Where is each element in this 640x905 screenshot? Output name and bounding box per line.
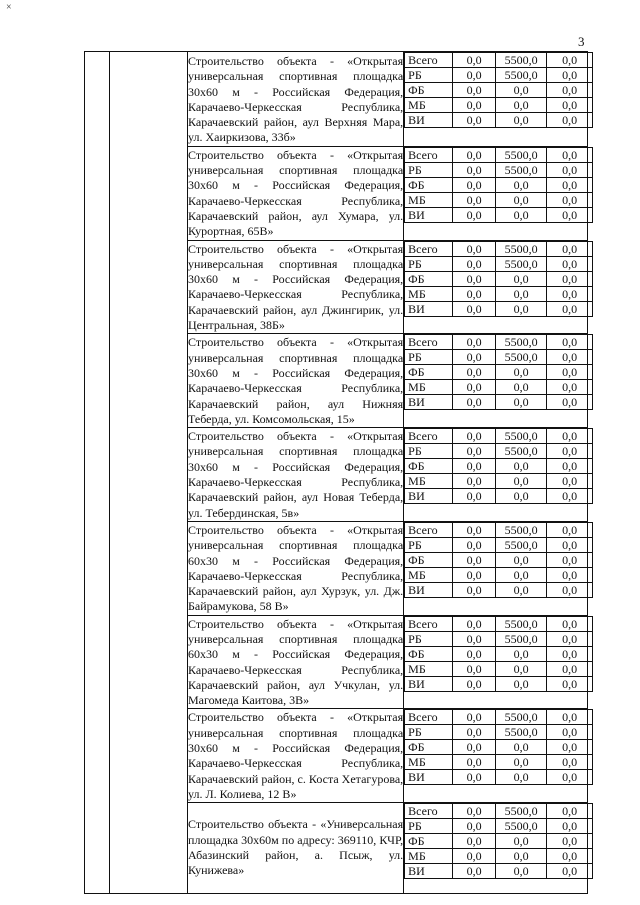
funding-value: 0,0 (547, 350, 593, 365)
funding-row (405, 616, 593, 631)
funding-source: ВИ (405, 113, 453, 128)
funding-source: Всего (405, 616, 453, 631)
funding-value: 0,0 (453, 537, 496, 552)
funding-value: 0,0 (453, 53, 496, 68)
funding-value: 0,0 (547, 804, 593, 819)
funding-row (405, 53, 593, 68)
funding-value: 0,0 (547, 147, 593, 162)
funding-value: 5500,0 (496, 710, 547, 725)
funding-value: 0,0 (496, 207, 547, 222)
funding-value: 0,0 (496, 770, 547, 785)
funding-value: 0,0 (453, 350, 496, 365)
funding-value: 0,0 (453, 207, 496, 222)
funding-value: 0,0 (547, 676, 593, 691)
funding-row (405, 147, 593, 162)
funding-value: 0,0 (453, 552, 496, 567)
funding-source: РБ (405, 725, 453, 740)
funding-value: 0,0 (496, 646, 547, 661)
funding-value: 0,0 (453, 429, 496, 444)
funding-row (405, 256, 593, 271)
funding-value: 5500,0 (496, 537, 547, 552)
funding-value: 0,0 (453, 241, 496, 256)
funding-row (405, 804, 593, 819)
program-table-body (85, 52, 588, 894)
funding-value: 0,0 (547, 567, 593, 582)
funding-value: 0,0 (547, 113, 593, 128)
funding-source: ФБ (405, 459, 453, 474)
funding-value: 0,0 (453, 444, 496, 459)
funding-value: 0,0 (547, 162, 593, 177)
funding-value: 0,0 (453, 68, 496, 83)
funding-source: МБ (405, 849, 453, 864)
funding-source: МБ (405, 286, 453, 301)
funding-value: 0,0 (496, 474, 547, 489)
funding-source: ФБ (405, 83, 453, 98)
funding-value: 0,0 (453, 395, 496, 410)
funding-source: Всего (405, 53, 453, 68)
funding-value: 0,0 (547, 834, 593, 849)
funding-value: 0,0 (496, 582, 547, 597)
funding-value: 0,0 (547, 286, 593, 301)
funding-value: 0,0 (453, 770, 496, 785)
funding-row (405, 646, 593, 661)
funding-source: Всего (405, 147, 453, 162)
project-description: Строительство объекта - «Открытая универсальная спортивная площадка 30х60 м - Российская Федерация, Карачаево-Черкесская Республика, Карачаевский район, аул Нижняя Теберда, ул. Комсомольская, 15» (188, 335, 404, 426)
funding-row (405, 582, 593, 597)
funding-value: 0,0 (496, 395, 547, 410)
funding-value: 0,0 (547, 770, 593, 785)
funding-cell (404, 709, 588, 803)
funding-source: МБ (405, 567, 453, 582)
funding-source: ВИ (405, 676, 453, 691)
funding-value: 0,0 (547, 429, 593, 444)
funding-row (405, 459, 593, 474)
funding-value: 0,0 (547, 646, 593, 661)
funding-value: 5500,0 (496, 68, 547, 83)
funding-value: 5500,0 (496, 819, 547, 834)
funding-row (405, 725, 593, 740)
funding-cell (404, 146, 588, 240)
funding-value: 0,0 (453, 646, 496, 661)
funding-value: 0,0 (496, 740, 547, 755)
funding-row (405, 301, 593, 316)
funding-row (405, 429, 593, 444)
funding-source: РБ (405, 162, 453, 177)
funding-cell (404, 615, 588, 709)
funding-value: 0,0 (496, 459, 547, 474)
funding-value: 0,0 (453, 567, 496, 582)
funding-source: ВИ (405, 489, 453, 504)
funding-source: ФБ (405, 271, 453, 286)
funding-value: 5500,0 (496, 162, 547, 177)
funding-source: ФБ (405, 740, 453, 755)
funding-source: ФБ (405, 834, 453, 849)
funding-value: 0,0 (547, 256, 593, 271)
funding-source: Всего (405, 241, 453, 256)
funding-row (405, 552, 593, 567)
funding-value: 0,0 (547, 444, 593, 459)
funding-value: 0,0 (453, 489, 496, 504)
funding-row (405, 162, 593, 177)
funding-source: МБ (405, 98, 453, 113)
project-description: Строительство объекта - «Открытая универсальная спортивная площадка 30х60 м - Российская Федерация, Карачаево-Черкесская Республика, Карачаевский район, аул Новая Теберда, ул. Тебердинская, 5в» (188, 429, 404, 520)
funding-value: 0,0 (453, 380, 496, 395)
funding-value: 0,0 (547, 365, 593, 380)
funding-value: 0,0 (547, 53, 593, 68)
project-description: Строительство объекта - «Открытая универсальная спортивная площадка 30х60 м - Российская Федерация, Карачаево-Черкесская Республика, Карачаевский район, аул Джингирик, ул. Центральная, 38Б» (188, 241, 404, 333)
funding-value: 0,0 (547, 849, 593, 864)
funding-row (405, 849, 593, 864)
funding-value: 0,0 (496, 864, 547, 879)
funding-cell (404, 334, 588, 428)
funding-cell (404, 803, 588, 894)
funding-value: 0,0 (453, 522, 496, 537)
funding-value: 0,0 (547, 631, 593, 646)
funding-row (405, 83, 593, 98)
funding-value: 0,0 (453, 631, 496, 646)
funding-cell (404, 240, 588, 334)
project-description: Строительство объекта - «Открытая универсальная спортивная площадка 30х60 м - Российская Федерация, Карачаево-Черкесская Республика, Карачаевский район, аул Хумара, ул. Курортная, 65В» (188, 147, 404, 239)
funding-row (405, 522, 593, 537)
funding-value: 0,0 (547, 271, 593, 286)
funding-value: 0,0 (453, 271, 496, 286)
funding-row (405, 676, 593, 691)
funding-value: 0,0 (496, 192, 547, 207)
corner-mark: × (6, 2, 12, 13)
funding-row (405, 864, 593, 879)
funding-value: 0,0 (453, 676, 496, 691)
funding-value: 0,0 (453, 474, 496, 489)
project-description: Строительство объекта - «Открытая универсальная спортивная площадка 60х30 м - Российская Федерация, Карачаево-Черкесская Республика, Карачаевский район, аул Хурзук, ул. Дж. Байрамукова, 58 В» (188, 522, 404, 614)
funding-value: 0,0 (496, 489, 547, 504)
funding-value: 0,0 (547, 474, 593, 489)
funding-value: 0,0 (453, 740, 496, 755)
funding-value: 5500,0 (496, 147, 547, 162)
project-description: Строительство объекта - «Открытая универсальная спортивная площадка 30х60 м - Российская Федерация, Карачаево-Черкесская Республика, Карачаевский район, с. Коста Хетагурова, ул. Л. Колиева, 12 В» (188, 710, 404, 801)
funding-source: Всего (405, 522, 453, 537)
funding-row (405, 537, 593, 552)
funding-row (405, 834, 593, 849)
project-description: Строительство объекта - «Открытая универсальная спортивная площадка 60х30 м - Российская Федерация, Карачаево-Черкесская Республика, Карачаевский район, аул Учкулан, ул. Магомеда Каитова, 3В» (188, 616, 404, 708)
funding-row (405, 395, 593, 410)
funding-source: ФБ (405, 646, 453, 661)
funding-source: РБ (405, 68, 453, 83)
funding-source: ВИ (405, 301, 453, 316)
funding-source: МБ (405, 661, 453, 676)
program-name-column-cell (110, 52, 188, 894)
funding-source: РБ (405, 631, 453, 646)
funding-row (405, 192, 593, 207)
funding-source: ФБ (405, 365, 453, 380)
funding-value: 0,0 (547, 522, 593, 537)
funding-source: ВИ (405, 864, 453, 879)
funding-value: 0,0 (496, 849, 547, 864)
funding-row (405, 98, 593, 113)
funding-value: 0,0 (547, 582, 593, 597)
funding-source: Всего (405, 335, 453, 350)
funding-source: РБ (405, 350, 453, 365)
funding-row (405, 474, 593, 489)
funding-cell (404, 52, 588, 147)
funding-row (405, 755, 593, 770)
funding-value: 5500,0 (496, 616, 547, 631)
funding-value: 0,0 (453, 864, 496, 879)
funding-value: 5500,0 (496, 725, 547, 740)
funding-value: 0,0 (547, 241, 593, 256)
funding-source: Всего (405, 429, 453, 444)
funding-source: ФБ (405, 552, 453, 567)
funding-value: 0,0 (453, 804, 496, 819)
funding-value: 0,0 (547, 98, 593, 113)
funding-value: 5500,0 (496, 631, 547, 646)
program-table (84, 51, 588, 894)
funding-value: 0,0 (547, 710, 593, 725)
funding-value: 0,0 (547, 207, 593, 222)
funding-value: 0,0 (496, 567, 547, 582)
funding-value: 0,0 (496, 365, 547, 380)
funding-value: 0,0 (547, 380, 593, 395)
funding-row (405, 710, 593, 725)
project-description: Строительство объекта - «Открытая универсальная спортивная площадка 30х60 м - Российская Федерация, Карачаево-Черкесская Республика, Карачаевский район, аул Верхняя Мара, ул. Хаиркизова, 33б» (188, 52, 404, 147)
funding-row (405, 631, 593, 646)
funding-source: Всего (405, 804, 453, 819)
number-column-cell (85, 52, 110, 894)
funding-value: 0,0 (547, 740, 593, 755)
funding-source: ВИ (405, 207, 453, 222)
funding-value: 0,0 (453, 365, 496, 380)
funding-value: 0,0 (547, 68, 593, 83)
funding-value: 0,0 (453, 725, 496, 740)
funding-value: 0,0 (496, 271, 547, 286)
funding-row (405, 286, 593, 301)
funding-table (404, 52, 593, 128)
funding-source: ВИ (405, 582, 453, 597)
funding-value: 0,0 (453, 256, 496, 271)
funding-value: 5500,0 (496, 522, 547, 537)
funding-value: 0,0 (453, 459, 496, 474)
funding-value: 0,0 (453, 819, 496, 834)
funding-value: 0,0 (496, 301, 547, 316)
funding-value: 0,0 (453, 147, 496, 162)
funding-value: 0,0 (547, 489, 593, 504)
funding-value: 5500,0 (496, 444, 547, 459)
funding-value: 0,0 (547, 552, 593, 567)
funding-value: 0,0 (547, 725, 593, 740)
funding-table (404, 803, 593, 879)
funding-table (404, 522, 593, 598)
funding-value: 0,0 (547, 755, 593, 770)
funding-row (405, 365, 593, 380)
funding-value: 0,0 (547, 459, 593, 474)
funding-source: Всего (405, 710, 453, 725)
funding-source: РБ (405, 256, 453, 271)
funding-value: 5500,0 (496, 335, 547, 350)
funding-value: 0,0 (547, 819, 593, 834)
funding-source: РБ (405, 444, 453, 459)
funding-row (405, 177, 593, 192)
funding-value: 0,0 (453, 98, 496, 113)
funding-value: 0,0 (547, 177, 593, 192)
funding-value: 0,0 (547, 83, 593, 98)
funding-value: 0,0 (453, 755, 496, 770)
funding-value: 0,0 (453, 616, 496, 631)
funding-value: 0,0 (547, 335, 593, 350)
funding-row (405, 819, 593, 834)
funding-row (405, 661, 593, 676)
funding-source: ФБ (405, 177, 453, 192)
funding-source: ВИ (405, 395, 453, 410)
funding-value: 0,0 (453, 582, 496, 597)
funding-value: 0,0 (547, 395, 593, 410)
funding-row (405, 207, 593, 222)
funding-row (405, 241, 593, 256)
funding-value: 0,0 (547, 661, 593, 676)
funding-table (404, 241, 593, 317)
funding-value: 0,0 (496, 661, 547, 676)
funding-source: МБ (405, 380, 453, 395)
funding-row (405, 444, 593, 459)
funding-value: 0,0 (496, 834, 547, 849)
funding-row (405, 770, 593, 785)
funding-source: РБ (405, 537, 453, 552)
funding-value: 5500,0 (496, 429, 547, 444)
funding-value: 0,0 (547, 192, 593, 207)
funding-value: 0,0 (496, 113, 547, 128)
funding-value: 0,0 (496, 676, 547, 691)
funding-value: 5500,0 (496, 256, 547, 271)
funding-value: 0,0 (496, 98, 547, 113)
funding-row (405, 350, 593, 365)
funding-value: 0,0 (453, 192, 496, 207)
funding-value: 5500,0 (496, 241, 547, 256)
funding-value: 0,0 (496, 83, 547, 98)
funding-value: 0,0 (547, 301, 593, 316)
funding-value: 0,0 (496, 552, 547, 567)
funding-value: 0,0 (453, 301, 496, 316)
funding-value: 0,0 (453, 177, 496, 192)
project-description: Строительство объекта - «Универсальная площадка 30х60м по адресу: 369110, КЧР, Абазинский район, а. Псыж, ул. Кунижева» (188, 803, 404, 894)
funding-table (404, 147, 593, 223)
funding-value: 0,0 (496, 380, 547, 395)
funding-value: 0,0 (547, 537, 593, 552)
funding-value: 0,0 (453, 661, 496, 676)
funding-value: 0,0 (453, 710, 496, 725)
funding-source: РБ (405, 819, 453, 834)
funding-table (404, 334, 593, 410)
funding-source: МБ (405, 474, 453, 489)
funding-table (404, 428, 593, 504)
funding-row (405, 335, 593, 350)
funding-cell (404, 521, 588, 615)
project-row (85, 52, 588, 147)
funding-row (405, 113, 593, 128)
funding-table (404, 709, 593, 785)
funding-value: 0,0 (547, 616, 593, 631)
funding-value: 0,0 (453, 113, 496, 128)
funding-row (405, 489, 593, 504)
funding-value: 0,0 (453, 834, 496, 849)
funding-value: 5500,0 (496, 350, 547, 365)
funding-row (405, 68, 593, 83)
funding-value: 0,0 (547, 864, 593, 879)
funding-value: 5500,0 (496, 804, 547, 819)
funding-source: МБ (405, 192, 453, 207)
funding-row (405, 567, 593, 582)
funding-value: 0,0 (453, 335, 496, 350)
funding-value: 0,0 (496, 286, 547, 301)
funding-row (405, 740, 593, 755)
funding-cell (404, 428, 588, 522)
funding-value: 0,0 (453, 849, 496, 864)
funding-table (404, 616, 593, 692)
page-number: 3 (578, 34, 585, 49)
funding-value: 0,0 (453, 83, 496, 98)
funding-value: 0,0 (453, 286, 496, 301)
funding-value: 5500,0 (496, 53, 547, 68)
funding-row (405, 271, 593, 286)
funding-value: 0,0 (496, 177, 547, 192)
funding-source: ВИ (405, 770, 453, 785)
funding-row (405, 380, 593, 395)
funding-value: 0,0 (453, 162, 496, 177)
funding-value: 0,0 (496, 755, 547, 770)
funding-source: МБ (405, 755, 453, 770)
